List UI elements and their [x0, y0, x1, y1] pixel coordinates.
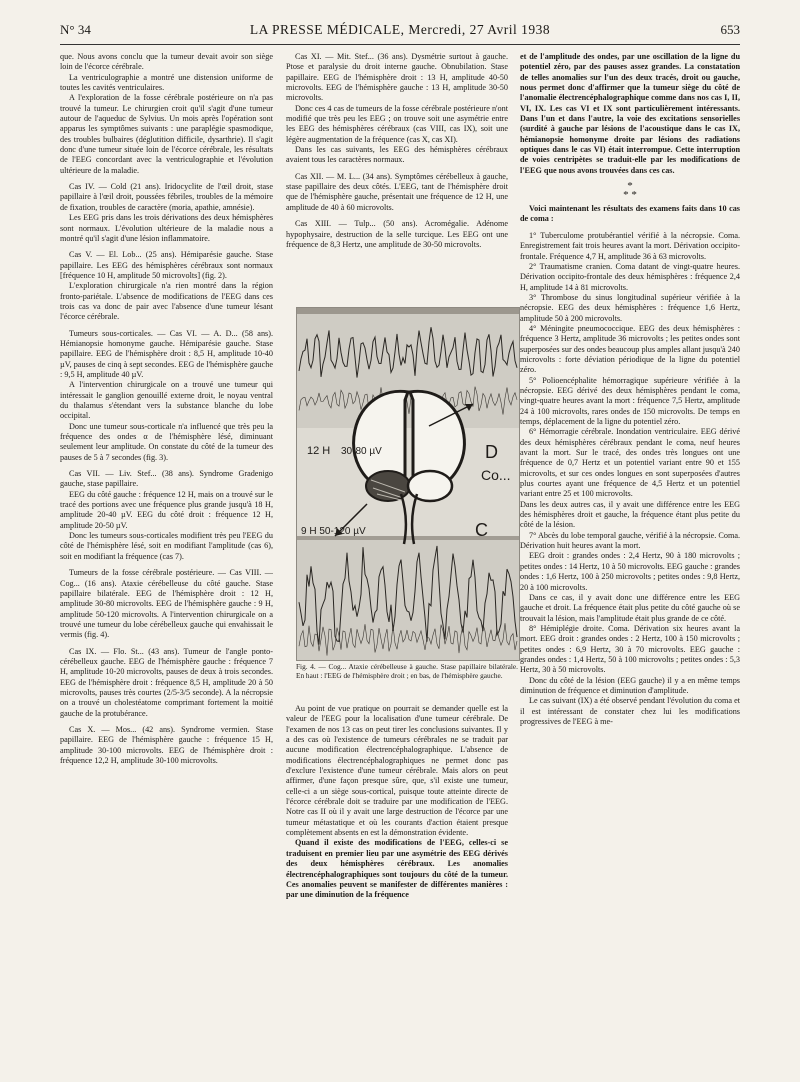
paragraph-bold: Voici maintenant les résultats des examens faits dans 10 cas de coma : — [520, 204, 740, 224]
header-rule — [60, 44, 740, 45]
coma-case-1: 1° Tuberculome protubérantiel vérifié à la nécropsie. Coma. Enregistrement fait trois heures avant la mort. Dérivation occipito-frontale. Fréquence 4,7 H, amplitude 36 à 63 microvolts. — [520, 230, 740, 261]
amplitude-label-top: 30-80 µV — [341, 446, 382, 457]
section-paragraph: Tumeurs de la fosse cérébrale postérieure. — Cas VIII. — Cog... (16 ans). Ataxie cérébelleuse du côté gauche. Stase papillaire bilatérale. EEG de l'hémisphère droit : 12 H, amplitude 30-80 microvolts. EEG de l'hémisphère gauche : 9 H, amplitude 50-120 microvolts. A l'intervention chirurgicale on a trouvé une tumeur du lobe cérébelleux gauche qui envahissait le vermis (fig. 4). — [60, 568, 273, 640]
coma-case-3: 3° Thrombose du sinus longitudinal supérieur vérifiée à la nécropsie. EEG des deux hémisphères : fréquence 1,6 Hertz, amplitude 50 à 200 microvolts. — [520, 292, 740, 323]
coma-case-8: 8° Hémiplégie droite. Coma. Dérivation six heures avant la mort. EEG droit : grandes ondes : 2 Hertz, 100 à 150 microvolts ; petites ondes : 6,9 Hertz, 30 à 70 microvolts. EEG gauche : grandes ondes : 1,4 Hertz, 50 à 100 microvolts ; petites ondes : 5,3 Hertz, 30 à 50 microvolts. — [520, 623, 740, 675]
coma-case-4: 4° Méningite pneumococcique. EEG des deux hémisphères : fréquence 3 Hertz, amplitude 36 microvolts ; les petites ondes sont superposées sur des ondes beaucoup plus amples allant jusqu'à 240 microvolts : forte déviation périodique de la ligne du potentiel zéro. — [520, 323, 740, 375]
paragraph: A l'intervention chirurgicale on a trouvé une tumeur qui intéressait le ganglion genouillé externe droit, le noyau ventral du thalamus s'étendant vers la substance blanche du lobe occipital. — [60, 380, 273, 421]
column-middle — [286, 52, 508, 250]
paragraph: que. Nous avons conclu que la tumeur devait avoir son siège loin de l'écorce cérébrale. — [60, 52, 273, 72]
paragraph: Donc ces 4 cas de tumeurs de la fosse cérébrale postérieure n'ont modifié que très peu les EEG ; on trouve soit une asymétrie entre les EEG des hémisphères cérébraux (cas VIII, cas IX), soit une légère augmentation de la fréquence (cas X, cas XI). — [286, 103, 508, 144]
column-right — [520, 52, 740, 727]
paragraph: Donc du côté de la lésion (EEG gauche) il y a en même temps diminution de fréquence et diminution d'amplitude. — [520, 675, 740, 695]
paragraph: Dans les cas suivants, les EEG des hémisphères cérébraux avaient tous les caractères normaux. — [286, 145, 508, 165]
coma-case-2: 2° Traumatisme cranien. Coma datant de vingt-quatre heures. Dérivation occipito-frontale des deux hémisphères : fréquence 2,4 H, amplitude 14 à 81 microvolts. — [520, 261, 740, 292]
figure-caption: Fig. 4. — Cog... Ataxie cérébelleuse à gauche. Stase papillaire bilatérale. En haut : l'EEG de l'hémisphère droit ; en bas, de l'hémisphère gauche. — [296, 662, 518, 680]
electrode-label-d: D — [485, 442, 498, 462]
freq-label-top: 12 H — [307, 445, 331, 457]
paragraph: EEG du côté gauche : fréquence 12 H, mais on a trouvé sur le tracé des portions avec une fréquence plus grande jusqu'à 18 H, amplitude 20-40 µV. EEG du côté droit : fréquence 12 H, amplitude 20-50 µV. — [60, 489, 273, 530]
paragraph: Les EEG pris dans les trois dérivations des deux hémisphères sont normaux. L'évolution ultérieure de la maladie nous a montré qu'il s'agit d'une lésion inflammatoire. — [60, 213, 273, 243]
case-paragraph: Cas XIII. — Tulp... (50 ans). Acromégalie. Adénome hypophysaire, destruction de la selle turcique. Les EEG ont une fréquence de 8,3 Hertz, une amplitude de 30-50 microvolts. — [286, 219, 508, 249]
coma-case-7: 7° Abcès du lobe temporal gauche, vérifié à la nécropsie. Coma. Dérivation huit heures avant la mort. — [520, 530, 740, 551]
page-number: 653 — [720, 22, 740, 37]
journal-title: LA PRESSE MÉDICALE, Mercredi, 27 Avril 1938 — [249, 22, 551, 37]
paragraph: La ventriculographie a montré une distension uniforme de toutes les cavités ventriculaires. — [60, 72, 273, 93]
paragraph: Dans les deux autres cas, il y avait une différence entre les EEG des hémisphères droit et gauche, la fréquence étant plus petite du côté de la lésion. — [520, 499, 740, 530]
case-paragraph: Cas XI. — Mit. Stef... (36 ans). Dysmétrie surtout à gauche. Ptose et paralysie du droit interne gauche. Obnubilation. Stase papillaire. EEG de l'hémisphère droit : 13 H, amplitude 40-50 microvolts. EEG de l'hémisphère gauche : 13 H, amplitude 30-50 microvolts. — [286, 52, 508, 103]
paragraph: Au point de vue pratique on pourrait se demander quelle est la valeur de l'EEG pour la localisation d'une tumeur cérébrale. De l'examen de nos 13 cas on peut tirer les conclusions suivantes. Il y a des cas où l'existence de tumeurs cérébrales ne se traduit par aucune modification électrencéphalographique. L'absence de modifications électrencéphalographiques ne permet donc pas d'exclure l'existence d'une tumeur cérébrale. Mais alors on peut affirmer, d'une façon presque sûre, que, s'il existe une tumeur, celle-ci a un siège sous-cortical, puisque toute atteinte directe de l'écorce cérébrale doit se traduire par une modification de l'EEG. Notre cas II où il y avait une large destruction de l'écorce par une tumeur métastatique et où les courants d'action étaient presque complètement absents en est la démonstration évidente. — [286, 704, 508, 838]
case-paragraph: Cas IX. — Flo. St... (43 ans). Tumeur de l'angle ponto-cérébelleux gauche. EEG de l'hémisphère gauche : fréquence 7 H, amplitude 10-20 microvolts, pauses de deux à trois secondes. EEG de l'hémisphère droit : fréquence 8,5 H, amplitude 20 à 50 microvolts, pauses très courtes (2/5-3/5 seconde). A la nécropsie on a trouvé un cholestéatome comprimant fortement la moitié gauche de la protubérance. — [60, 646, 273, 718]
case-paragraph: Cas XII. — M. L... (34 ans). Symptômes cérébelleux à gauche, stase papillaire des deux côtés. L'EEG, tant de l'hémisphère droit que de l'hémisphère gauche, présentait une fréquence de 12 H, une amplitude de 40 à 60 microvolts. — [286, 171, 508, 212]
case-paragraph: Cas X. — Mos... (42 ans). Syndrome vermien. Stase papillaire. EEG de l'hémisphère gauche : fréquence 15 H, amplitude 30-100 microvolts. EEG de l'hémisphère droit : fréquence 12,2 H, amplitude 30-100 microvolts. — [60, 724, 273, 765]
page-header — [60, 22, 740, 40]
case-paragraph: Cas IV. — Cold (21 ans). Iridocyclite de l'œil droit, stase papillaire à l'œil droit, poussées fébriles, troubles de la mémoire de fixation, troubles de caractère (moria, apathie, amnésie). — [60, 182, 273, 212]
freq-amp-label-bottom: 9 H 50-120 µV — [301, 526, 366, 537]
column-left — [60, 52, 273, 766]
paragraph: A l'exploration de la fosse cérébrale postérieure on n'a pas trouvé la tumeur. Le chirurgien croit qu'il s'agit d'une tumeur autour de l'aqueduc de Sylvius. Un mois après l'opération sont apparus les symptômes suivants : une paraplégie spasmodique, des troubles bulbaires (déglutition difficile, dysarthrie). Il s'agit donc d'une tumeur située loin de l'écorce cérébrale, les résultats de l'EEG concordant avec la ventriculographie et l'évolution ultérieure de la maladie. — [60, 93, 273, 175]
paragraph: EEG droit : grandes ondes : 2,4 Hertz, 90 à 180 microvolts ; petites ondes : 14 Hertz, 10 à 50 microvolts. EEG gauche : grandes ondes : 1,6 Hertz, 100 à 250 microvolts ; petites ondes : 9,8 Hertz, 20 à 100 microvolts. — [520, 551, 740, 592]
column-middle-lower — [286, 704, 508, 901]
section-stars — [520, 182, 740, 200]
paragraph: Dans ce cas, il y avait donc une différence entre les EEG gauche et droit. La fréquence était plus petite du côté gauche où se trouvait la lésion, mais l'amplitude était plus grande de ce côté. — [520, 592, 740, 623]
paragraph: Donc les tumeurs sous-corticales modifient très peu l'EEG du côté de l'hémisphère lésé, soit en modifiant l'amplitude (cas 6), soit en modifiant la fréquence (cas 7). — [60, 531, 273, 561]
eeg-figure-graphic — [297, 308, 519, 660]
issue-number: N° 34 — [60, 22, 91, 37]
stars-text: * * * — [623, 180, 637, 202]
paragraph: Donc une tumeur sous-corticale n'a influencé que très peu la fréquence des ondes α de l'hémisphère lésé, diminuant seulement leur amplitude. On constate du côté de la tumeur des pauses de 5 à 7 secondes (fig. 3). — [60, 421, 273, 462]
patient-label: Co... — [481, 467, 511, 483]
paragraph-bold: et de l'amplitude des ondes, par une oscillation de la ligne du potentiel zéro, par des pauses assez grandes. La constatation de telles anomalies sur l'un des deux tracés, droit ou gauche, nous permet donc d'affirmer que la tumeur siège du côté de l'anomalie électrencéphalographique comme dans nos cas I, II, VI, IX. Les cas VI et IX sont particulièrement intéressants. Dans l'un et dans l'autre, la voie des excitations sensorielles (surdité à gauche par lésions de l'acoustique dans le cas IX, hémianopsie homonyme droite par lésions des radiations optiques dans le cas VI) était interrompue. Cette interruption de voies centripètes se traduit-elle par les modifications de l'EEG que nous avons trouvées dans ces cas. — [520, 52, 740, 175]
figure-eeg-brain — [296, 307, 520, 661]
coma-case-5: 5° Polioencéphalite hémorragique supérieure vérifiée à la nécropsie. EEG dérivé des deux hémisphères pendant le coma, vingt-quatre heures avant la mort : fréquence 7,5 Hertz, amplitude 24 à 100 microvolts, rares ondes de 150 microvolts. De temps en temps, déplacement de la ligne du potentiel zéro. — [520, 375, 740, 426]
coma-case-6: 6° Hémorragie cérébrale. Inondation ventriculaire. EEG dérivé des deux hémisphères cérébraux pendant le coma, neuf heures avant la mort. Sur le tracé, des ondes très longues ont une fréquence de 0,7 Hertz et un potentiel variant entre 90 et 155 microvolts, et sur ces ondes longues en sont superposées d'autres plus courtes ayant une fréquence de 4,5 Hertz et un potentiel variant entre 25 et 100 microvolts. — [520, 427, 740, 499]
case-paragraph: Cas V. — El. Lob... (25 ans). Hémiparésie gauche. Stase papillaire. Les EEG des hémisphères cérébraux sont normaux [fréquence 10 H, amplitude 50 microvolts] (fig. 2). — [60, 250, 273, 280]
electrode-label-c: C — [475, 520, 488, 540]
paragraph-bold: Quand il existe des modifications de l'EEG, celles-ci se traduisent en premier lieu par une asymétrie des EEG dérivés des deux hémisphères cérébraux. Les anomalies électrencéphalographiques sont toujours du côté de la tumeur. Ces anomalies peuvent se manifester de différentes manières : par une diminution de la fréquence — [286, 838, 508, 900]
paragraph: Le cas suivant (IX) a été observé pendant l'évolution du coma et il est intéressant de constater chez lui les modifications progressives de l'EEG à me- — [520, 696, 740, 726]
paragraph: L'exploration chirurgicale n'a rien montré dans la région fronto-pariétale. L'absence de modifications de l'EEG dans ces trois cas va donc de pair avec l'absence d'une tumeur lésant l'écorce cérébrale. — [60, 281, 273, 322]
case-paragraph: Cas VII. — Liv. Stef... (38 ans). Syndrome Gradenigo gauche, stase papillaire. — [60, 469, 273, 489]
section-paragraph: Tumeurs sous-corticales. — Cas VI. — A. D... (58 ans). Hémianopsie homonyme gauche. Hémiparésie gauche. Stase papillaire. EEG de l'hémisphère droit : 8,5 H, amplitude 10-40 µV, pauses de cinq à sept secondes. EEG de l'hémisphère gauche : 9,5 H, amplitude 40 µV. — [60, 328, 273, 379]
